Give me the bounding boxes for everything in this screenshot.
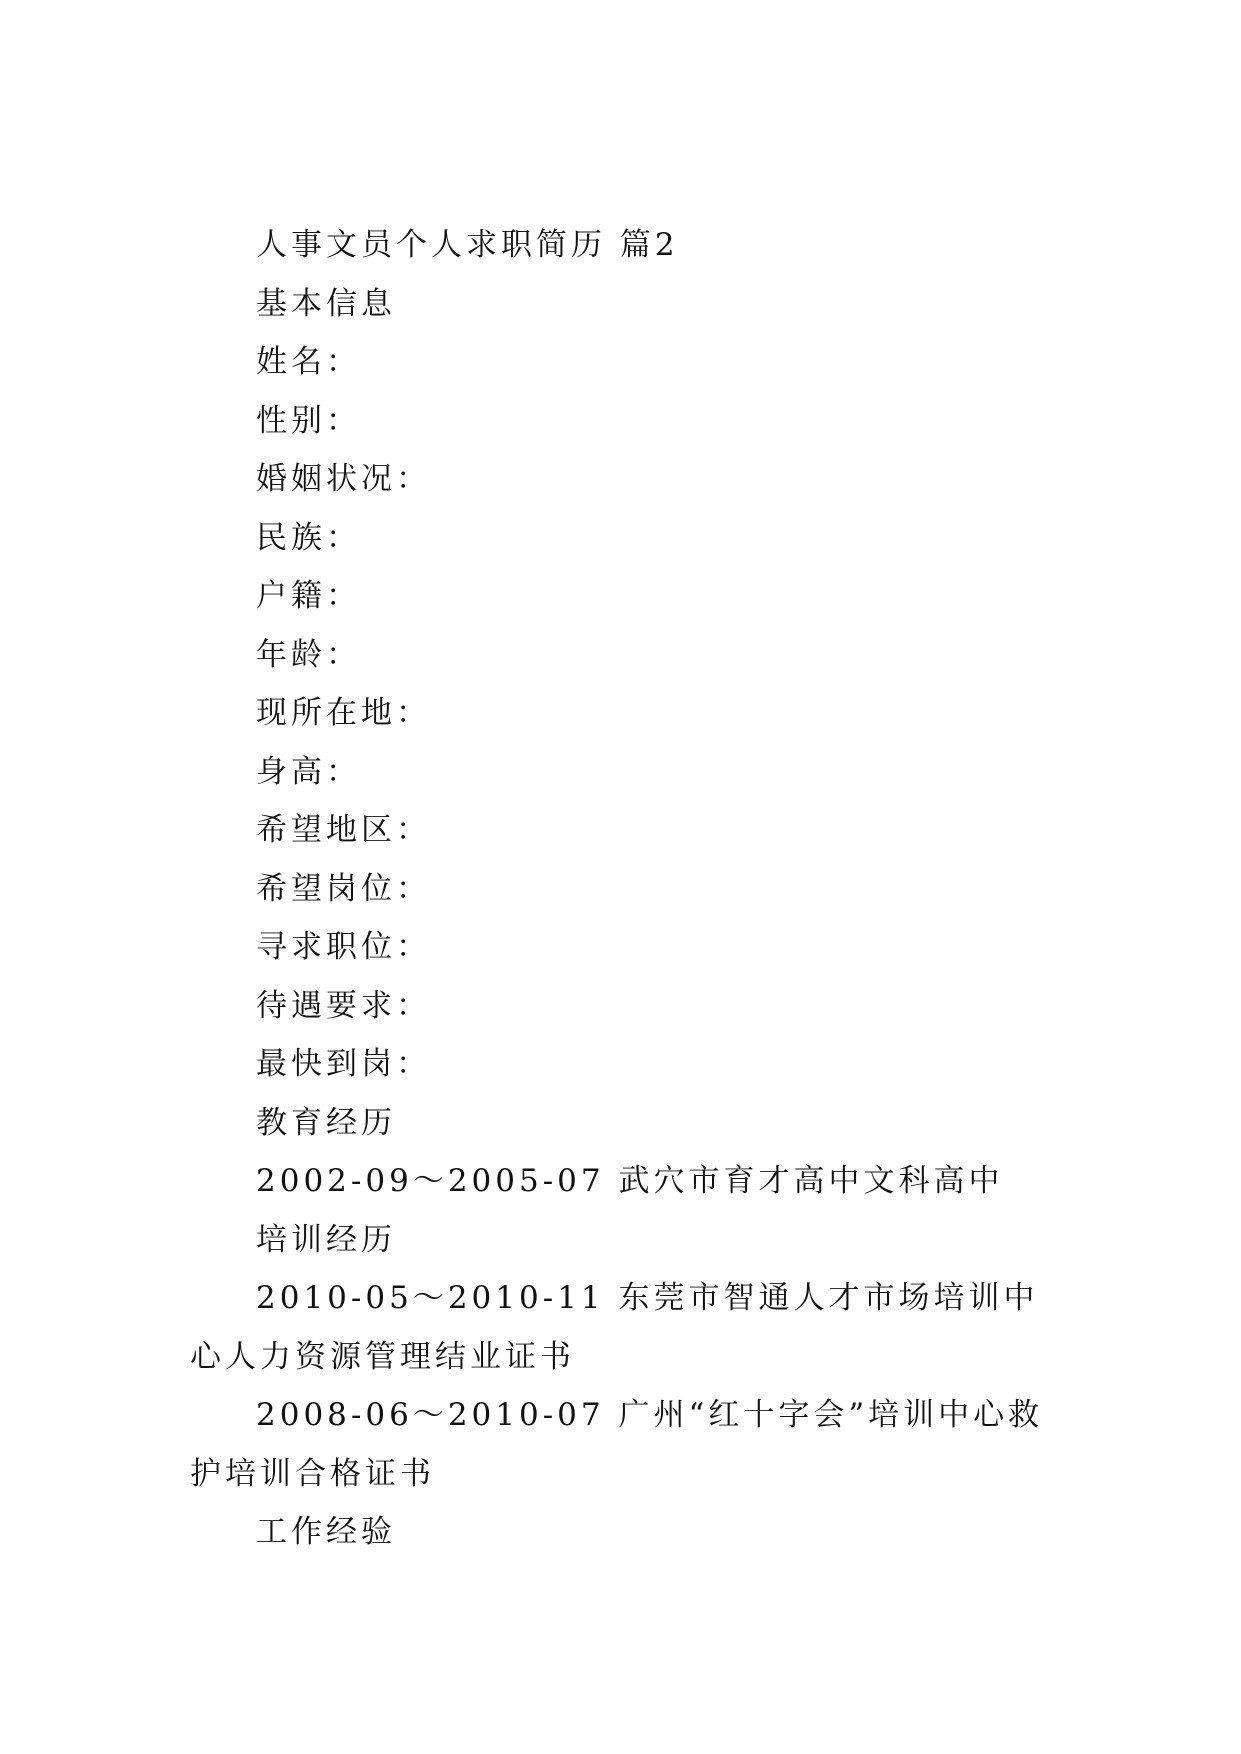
field-desired-post: 希望岗位： bbox=[256, 870, 431, 907]
education-entry: 2002-09～2005-07 武穴市育才高中文科高中 bbox=[256, 1163, 1004, 1199]
section-heading-training: 培训经历 bbox=[256, 1221, 396, 1258]
document-title: 人事文员个人求职简历 篇2 bbox=[256, 227, 679, 263]
training-entry: 2010-05～2010-11 东莞市智通人才市场培训中心人力资源管理结业证书 bbox=[190, 1280, 1039, 1375]
field-height: 身高： bbox=[256, 753, 361, 790]
document-body bbox=[190, 216, 1060, 1562]
field-desired-region: 希望地区： bbox=[256, 812, 431, 848]
field-sought-position: 寻求职位： bbox=[256, 929, 431, 965]
field-earliest-start: 最快到岗： bbox=[256, 1046, 431, 1082]
field-current-location: 现所在地： bbox=[256, 695, 431, 731]
field-name: 姓名： bbox=[256, 344, 361, 380]
field-marital-status: 婚姻状况： bbox=[256, 461, 431, 497]
field-household-registration: 户籍： bbox=[256, 578, 361, 614]
field-salary-requirement: 待遇要求： bbox=[256, 987, 431, 1024]
section-heading-work-experience: 工作经验 bbox=[256, 1514, 396, 1550]
section-heading-basic-info: 基本信息 bbox=[256, 285, 396, 322]
field-gender: 性别： bbox=[256, 402, 361, 439]
section-heading-education: 教育经历 bbox=[256, 1104, 396, 1141]
field-ethnicity: 民族： bbox=[256, 519, 361, 556]
training-entry: 2008-06～2010-07 广州“红十字会”培训中心救护培训合格证书 bbox=[190, 1397, 1044, 1492]
field-age: 年龄： bbox=[256, 636, 361, 673]
